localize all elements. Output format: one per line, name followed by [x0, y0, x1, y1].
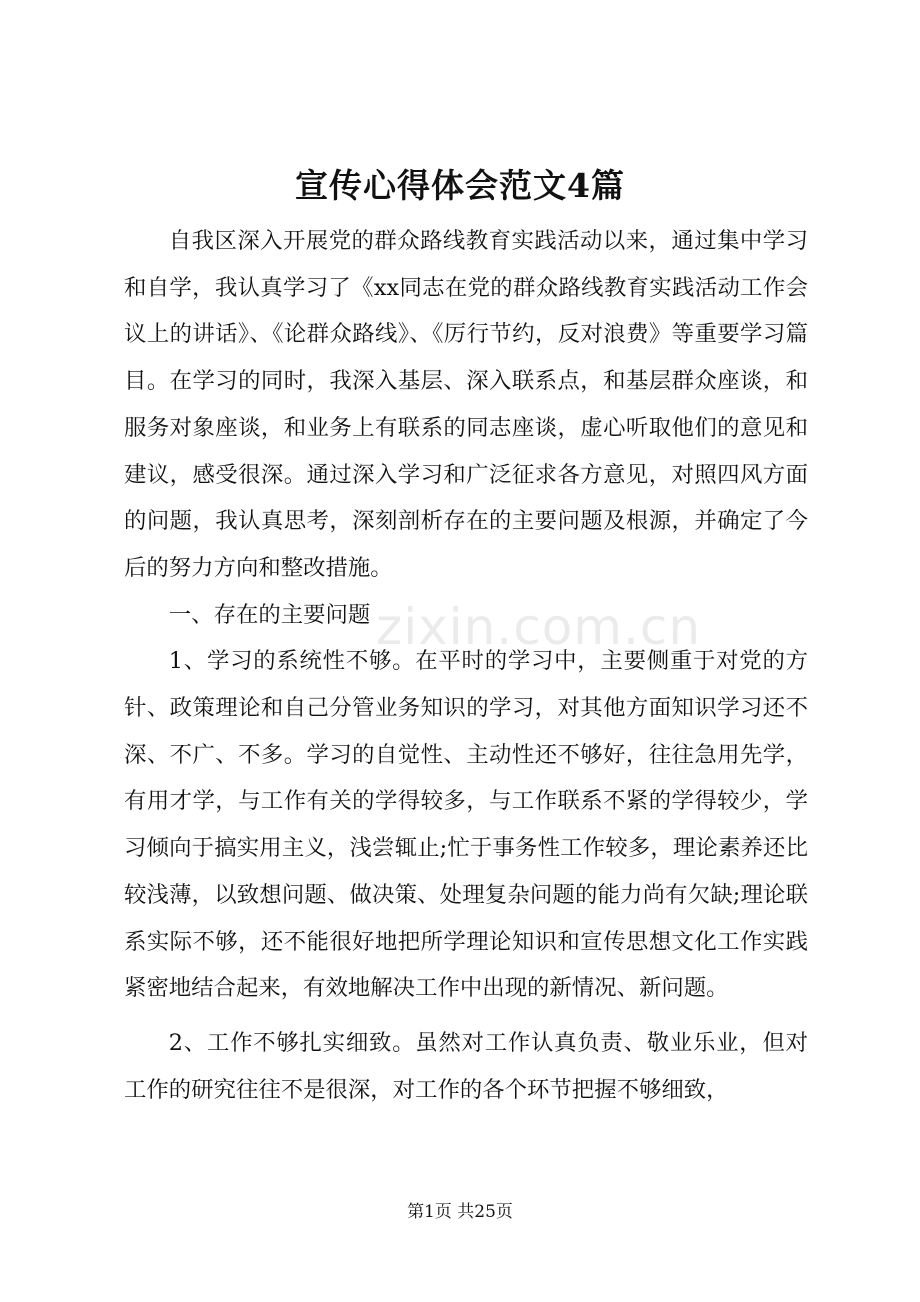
paragraph-intro: 自我区深入开展党的群众路线教育实践活动以来，通过集中学习和自学，我认真学习了《xx同志在党的群众路线教育实践活动工作会议上的讲话》、《论群众路线》、《厉行节约，反对浪费》等重要学习篇目。在学习的同时，我深入基层、深入联系点，和基层群众座谈，和服务对象座谈，和业务上有联系的同志座谈，虚心听取他们的意见和建议，感受很深。通过深入学习和广泛征求各方意见，对照四风方面的问题，我认真思考，深刻剖析存在的主要问题及根源，并确定了今后的努力方向和整改措施。	[124, 228, 808, 581]
section-heading: 一、存在的主要问题	[168, 601, 371, 628]
paragraph-point-1: 1、学习的系统性不够。在平时的学习中，主要侧重于对党的方针、政策理论和自己分管业务知识的学习，对其他方面知识学习还不深、不广、不多。学习的自觉性、主动性还不够好，往往急用先学，有用才学，与工作有关的学得较多，与工作联系不紧的学得较少，学习倾向于搞实用主义，浅尝辄止;忙于事务性工作较多，理论素养还比较浅薄，以致想问题、做决策、处理复杂问题的能力尚有欠缺;理论联系实际不够，还不能很好地把所学理论知识和宣传思想文化工作实践紧密地结合起来，有效地解决工作中出现的新情况、新问题。	[124, 648, 808, 1002]
body-text	[124, 218, 808, 1113]
paragraph-point-2: 2、工作不够扎实细致。虽然对工作认真负责、敬业乐业，但对工作的研究往往不是很深，对工作的各个环节把握不够细致，	[124, 1029, 808, 1103]
watermark: zixin.com.cn	[376, 598, 702, 656]
page-title: 宣传心得体会范文4篇	[295, 166, 625, 205]
page-footer: 第1页 共25页	[407, 1202, 513, 1222]
